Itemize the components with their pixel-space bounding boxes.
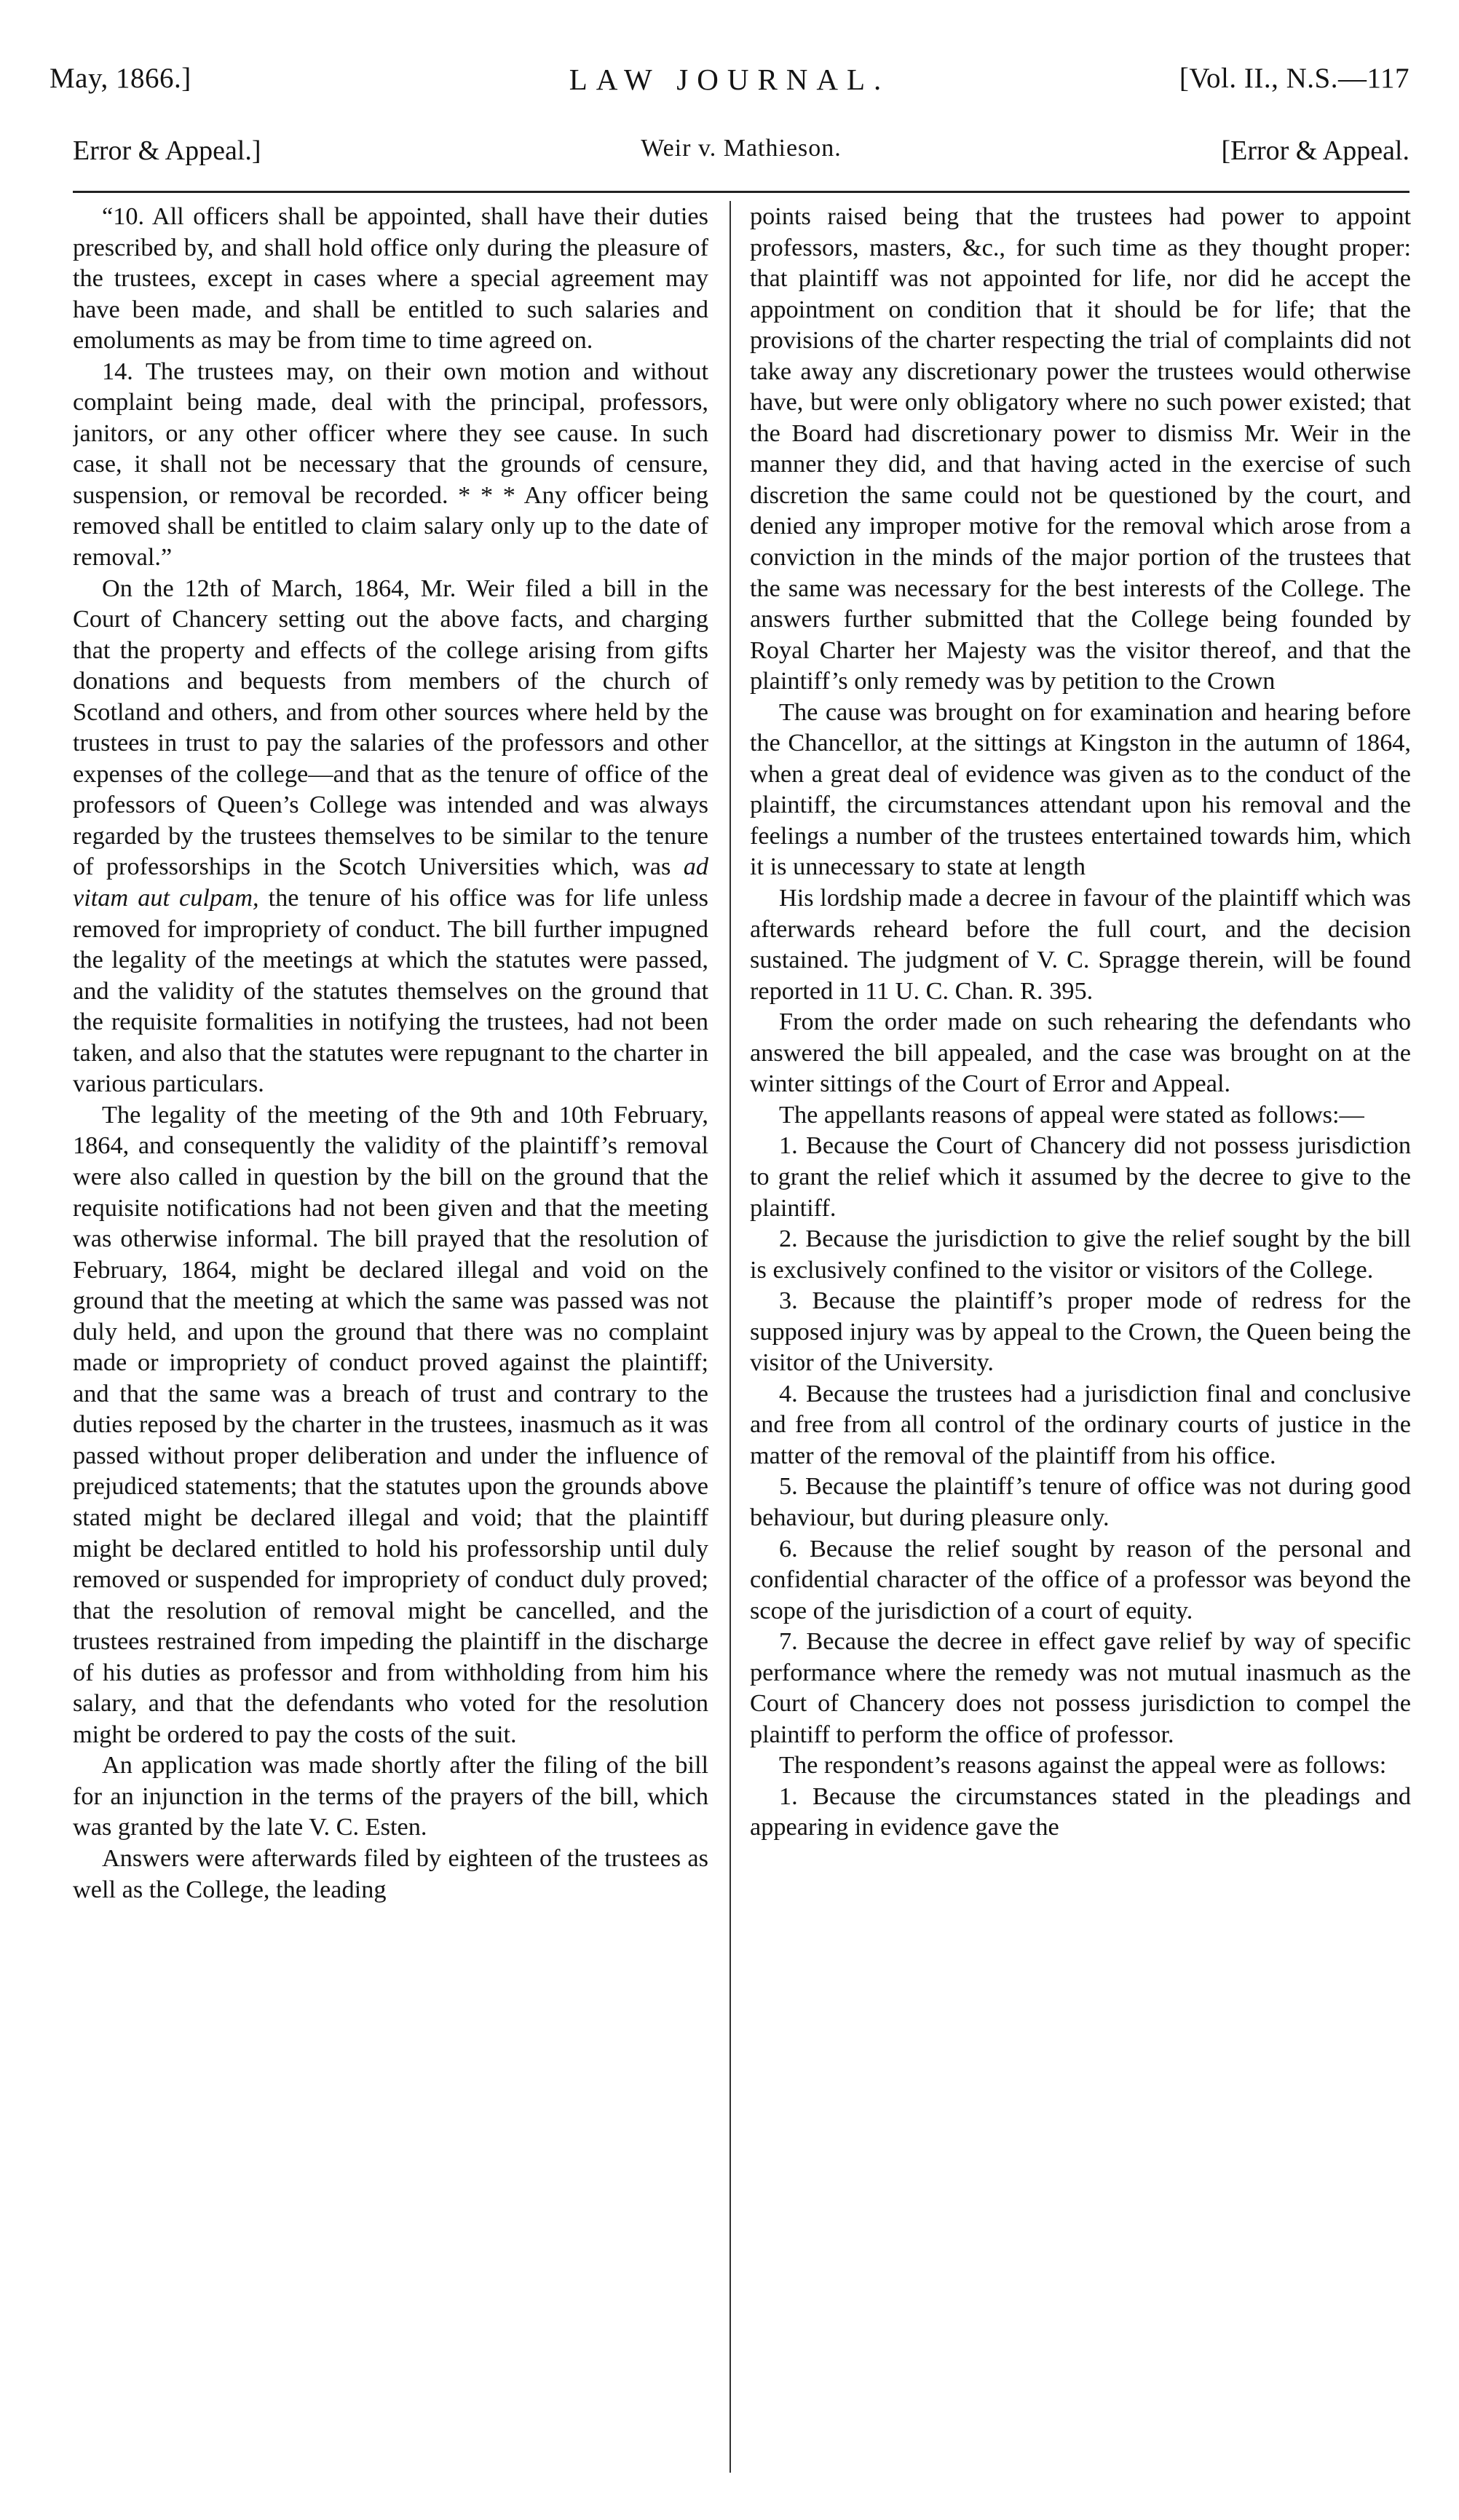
paragraph: points raised being that the trustees had power to appoint professors, masters, &c., for such time as they thought proper: that plaintiff was not appointed for life, nor did he accept the appointment on condition that it should be for life; that the provisions of the charter respecting the trial of complaints did not take away any discretionary power the trustees would otherwise have, but were only obligatory where no such power existed; that the Board had discretionary power to dismiss Mr. Weir in the manner they did, and that having acted in the exercise of such discretion the same could not be questioned by the court, and denied any improper motive for the removal which arose from a conviction in the minds of the major portion of the trustees that the same was necessary for the best interests of the College. The answers further submitted that the College being founded by Royal Charter her Majesty was the visitor thereof, and that the plaintiff’s only remedy was by petition to the Crown	[750, 202, 1411, 695]
journal-title: LAW JOURNAL.	[569, 63, 890, 96]
paragraph-text: the tenure of his office was for life unless removed for impropriety of conduct. The bill further impugned the legality of the meetings at which the statutes were passed, and the validity of the statutes themselves on the ground that the requisite formalities in notifying the trustees, had not been taken, and also that the statutes were repugnant to the charter in various particulars.	[73, 884, 708, 1098]
appeal-reason: 5. Because the plaintiff’s tenure of office was not during good behaviour, but during pleasure only.	[750, 1472, 1411, 1531]
header-divider	[73, 191, 1409, 193]
running-header	[50, 62, 1409, 113]
paragraph: Answers were afterwards filed by eighteen of the trustees as well as the College, the leading	[73, 1844, 708, 1903]
appeal-reason: 4. Because the trustees had a jurisdiction final and conclusive and free from all control of the ordinary courts of justice in the matter of the removal of the plaintiff from his office.	[750, 1379, 1411, 1469]
paragraph: The legality of the meeting of the 9th and 10th February, 1864, and consequently the validity of the plaintiff’s removal were also called in question by the bill on the ground that the requisite notifications had not been given and that the meeting was otherwise informal. The bill prayed that the resolution of February, 1864, might be declared illegal and void on the ground that the meeting at which the same was passed was not duly held, and upon the ground that there was no complaint made or impropriety of conduct proved against the plaintiff; and that the same was a breach of trust and contrary to the duties reposed by the charter in the trustees, inasmuch as it was passed without proper deliberation and under the influence of prejudiced statements; that the statutes upon the grounds above stated might be declared illegal and void; that the plaintiff might be declared entitled to hold his professorship until duly removed or suspended for impropriety of conduct duly proved; that the resolution of removal might be cancelled, and the trustees restrained from impeding the plaintiff in the discharge of his duties as professor and from withholding from him his salary, and that the defendants who voted for the resolution might be ordered to pay the costs of the suit.	[73, 1100, 708, 1748]
court-label-left: Error & Appeal.]	[73, 135, 261, 166]
appeal-reason: 1. Because the Court of Chancery did not possess jurisdiction to grant the relief which it assumed by the decree to give to the plaintiff.	[750, 1131, 1411, 1222]
latin-phrase: ad vitam aut culpam,	[73, 853, 708, 912]
paragraph: His lordship made a decree in favour of the plaintiff which was afterwards reheard before the full court, and the decision sustained. The judgment of V. C. Spragge therein, will be found reported in 11 U. C. Chan. R. 395.	[750, 884, 1411, 1005]
appeal-reason: 7. Because the decree in effect gave relief by way of specific performance where the remedy was not mutual inasmuch as the Court of Chancery does not possess jurisdiction to compel the plaintiff to perform the office of professor.	[750, 1627, 1411, 1748]
paragraph: The appellants reasons of appeal were stated as follows:—	[779, 1100, 1364, 1129]
appeal-reason: 2. Because the jurisdiction to give the relief sought by the bill is exclusively confined to the visitor or visitors of the College.	[750, 1225, 1411, 1284]
paragraph: From the order made on such rehearing the defendants who answered the bill appealed, and the case was brought on at the winter sittings of the Court of Error and Appeal.	[750, 1008, 1411, 1098]
paragraph: An application was made shortly after the filing of the bill for an injunction in the terms of the prayers of the bill, which was granted by the late V. C. Esten.	[73, 1751, 708, 1841]
paragraph: The cause was brought on for examination and hearing before the Chancellor, at the sittings at Kingston in the autumn of 1864, when a great deal of evidence was given as to the conduct of the plaintiff, the circumstances attendant upon his removal and the feelings a number of the trustees entertained towards him, which it is unnecessary to state at length	[750, 698, 1411, 881]
paragraph: 14. The trustees may, on their own motion and without complaint being made, deal with the principal, professors, janitors, or any other officer where they see cause. In such case, it shall not be necessary that the grounds of censure, suspension, or removal be recorded. * * * Any officer being removed shall be entitled to claim salary only up to the date of removal.”	[73, 357, 708, 572]
column-divider	[730, 201, 731, 2473]
appeal-reason: 3. Because the plaintiff’s proper mode of redress for the supposed injury was by appeal to the Crown, the Queen being the visitor of the University.	[750, 1287, 1411, 1377]
paragraph: The respondent’s reasons against the appeal were as follows:	[779, 1751, 1387, 1780]
respondent-reason: 1. Because the circumstances stated in the pleadings and appearing in evidence gave the	[750, 1782, 1411, 1841]
left-column	[73, 201, 708, 2469]
paragraph	[73, 573, 708, 1099]
court-label-right: [Error & Appeal.	[1221, 135, 1409, 166]
issue-date: May, 1866.]	[50, 63, 191, 94]
case-header	[73, 135, 1409, 186]
paragraph-text: On the 12th of March, 1864, Mr. Weir filed a bill in the Court of Chancery setting out the above facts, and charging that the property and effects of the college arising from gifts donations and bequests from members of the church of Scotland and others, and from other sources where held by the trustees in trust to pay the salaries of the professors and other expenses of the college—and that as the tenure of office of the professors of Queen’s College was intended and was always regarded by the trustees themselves to be similar to the tenure of professorships in the Scotch Universities which, was	[73, 574, 708, 881]
right-column	[750, 201, 1411, 2469]
volume-page-number: [Vol. II., N.S.—117	[1179, 63, 1409, 94]
appeal-reason: 6. Because the relief sought by reason of the personal and confidential character of the office of a professor was beyond the scope of the jurisdiction of a court of equity.	[750, 1534, 1411, 1624]
paragraph: “10. All officers shall be appointed, shall have their duties prescribed by, and shall hold office only during the pleasure of the trustees, except in cases where a special agreement may have been made, and shall be entitled to such salaries and emoluments as may be from time to time agreed on.	[73, 202, 708, 355]
case-title: Weir v. Mathieson.	[641, 135, 842, 162]
